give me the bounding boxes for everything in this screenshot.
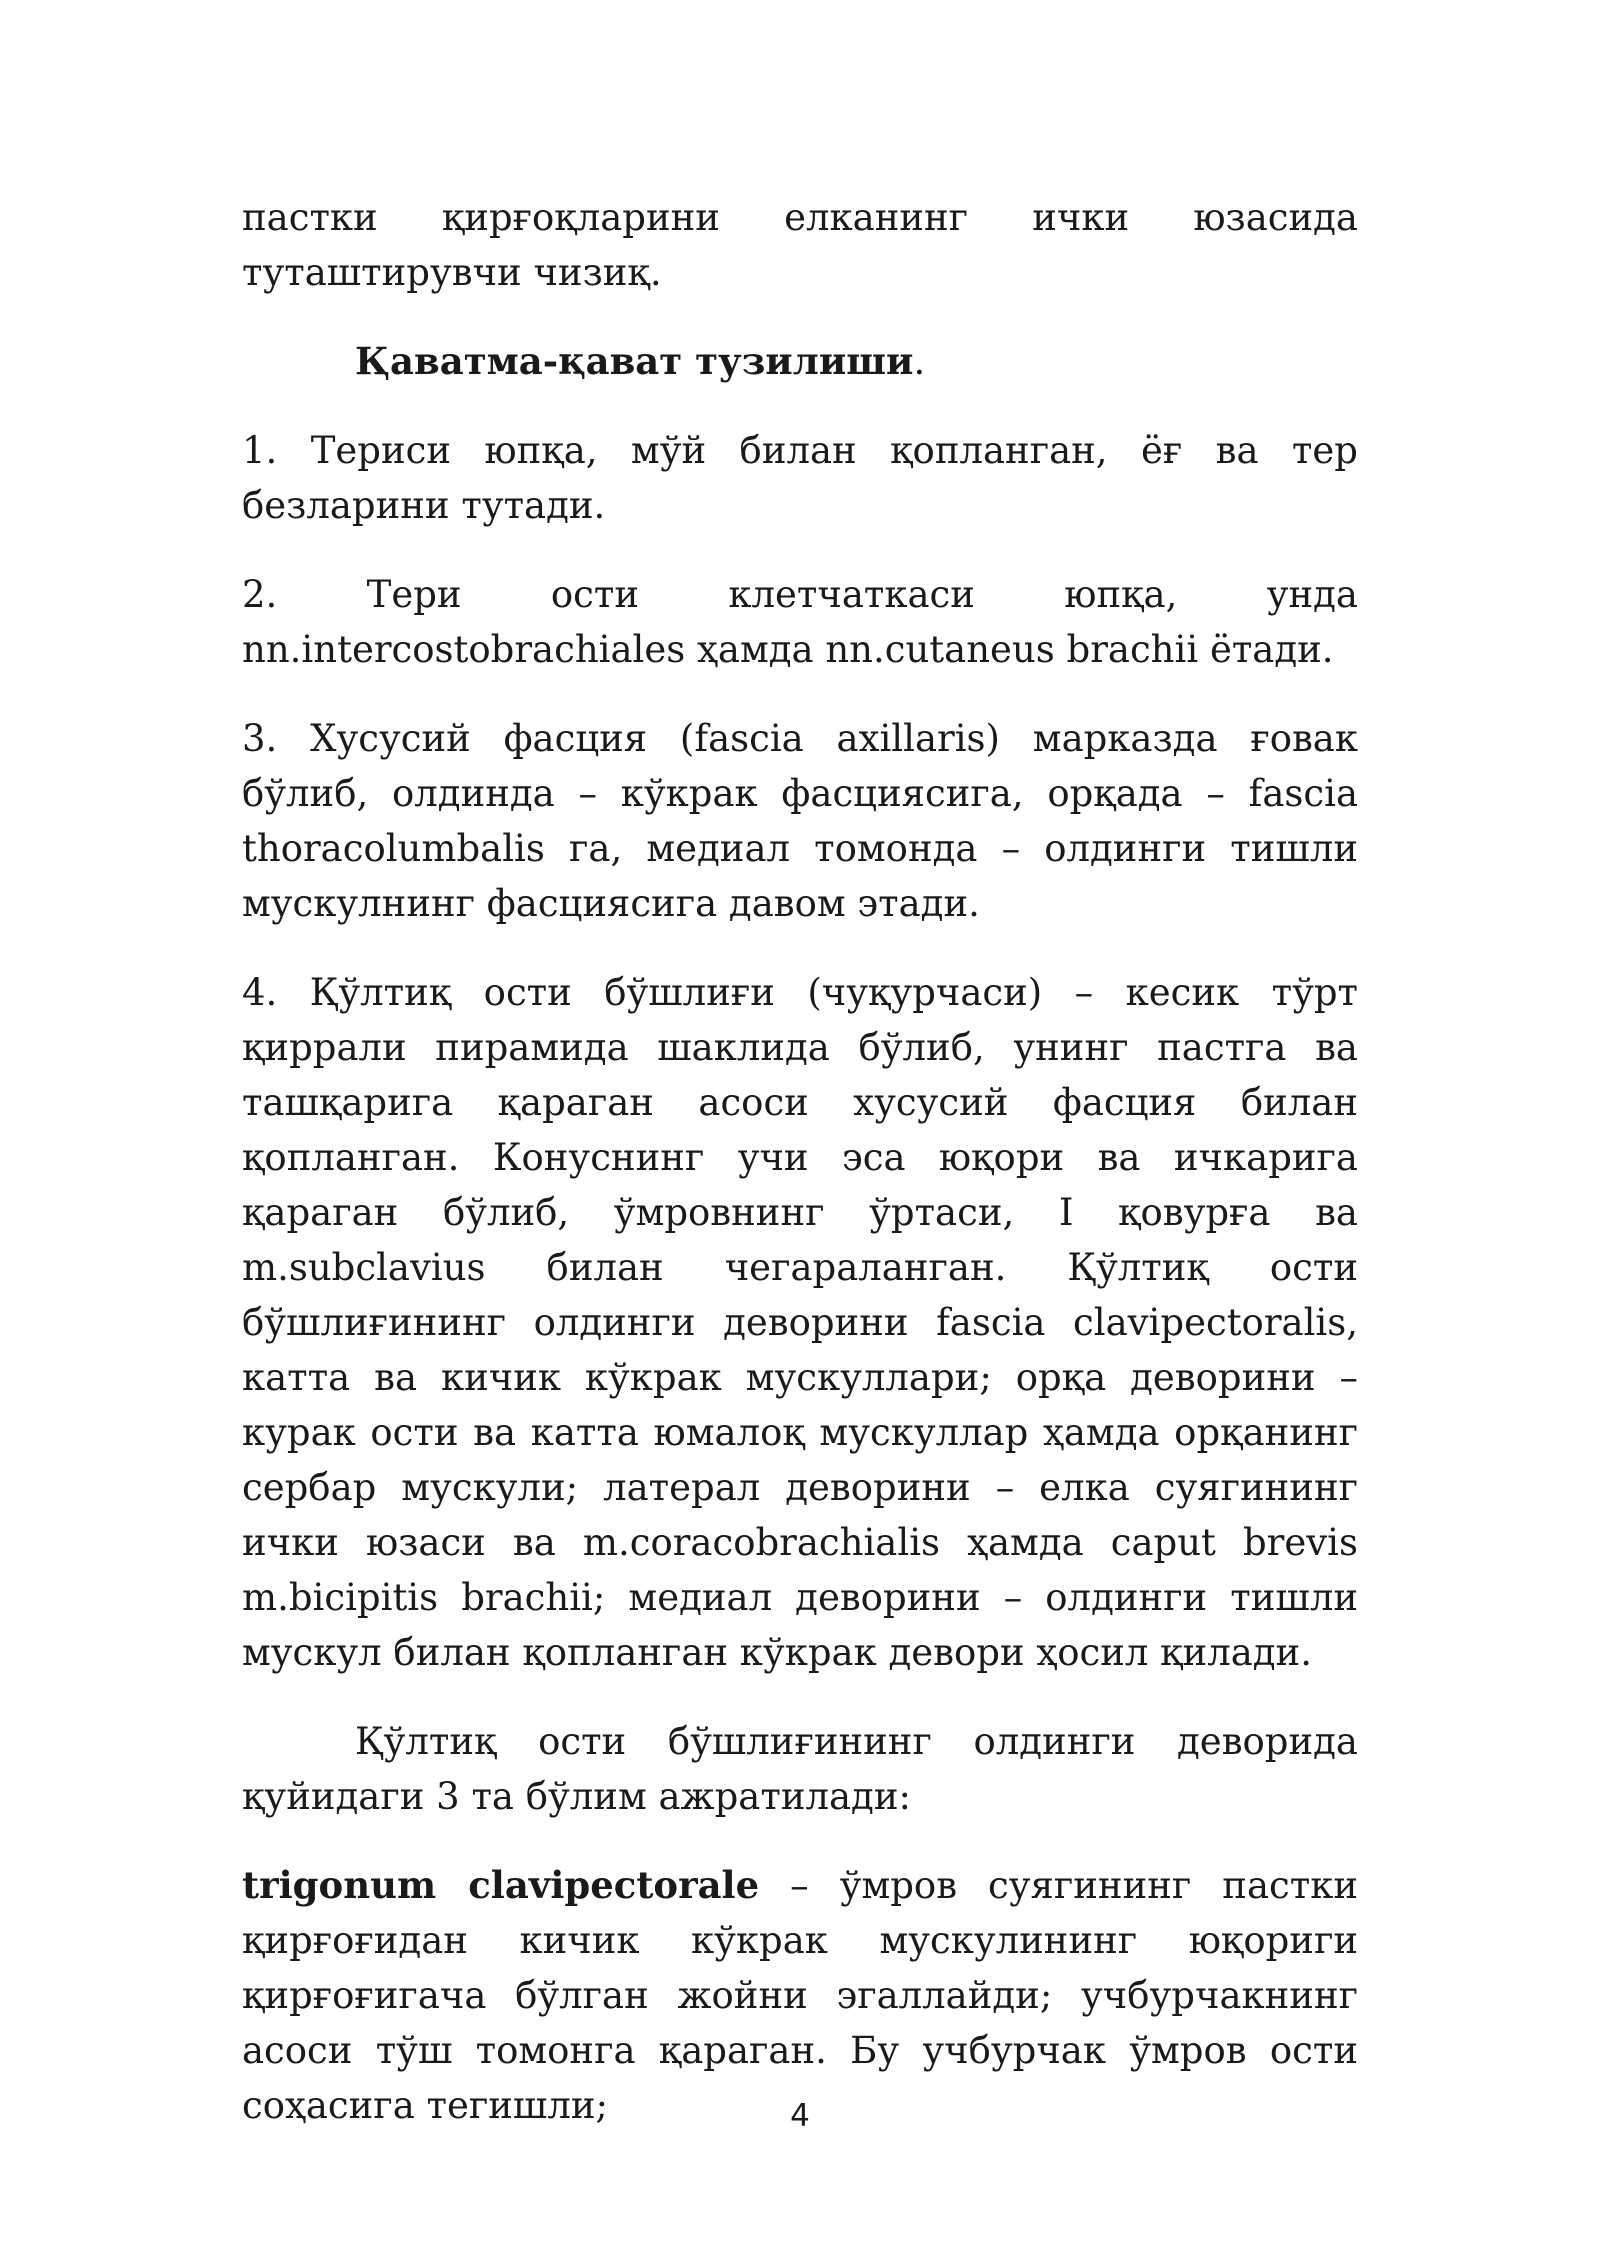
list-item-2: 2. Тери ости клетчаткаси юпқа, унда nn.intercostobrachiales ҳамда nn.cutaneus brachii ётади. [242, 573, 1358, 671]
section-heading: Қаватма-қават тузилиши [355, 339, 914, 383]
document-page [242, 190, 1358, 2167]
list-item-4: 4. Қўлтиқ ости бўшлиғи (чуқурчаси) – кесик тўрт қиррали пирамида шаклида бўлиб, унинг пастга ва ташқарига қараган асоси хусусий фасция билан қопланган. Конуснинг учи эса юқори ва ичкарига қараган бўлиб, ўмровнинг ўртаси, I қовурға ва m.subclavius билан чегараланган. Қўлтиқ ости бўшлиғининг олдинги деворини fascia clavipectoralis, катта ва кичик кўкрак мускуллари; орқа деворини – курак ости ва катта юмалоқ мускуллар ҳамда орқанинг сербар мускули; латерал деворини – елка суягининг ички юзаси ва m.coracobrachialis ҳамда caput brevis m.bicipitis brachii; медиал деворини – олдинги тишли мускул билан қопланган кўкрак девори ҳосил қилади. [242, 971, 1358, 1674]
term-trigonum-clavipectorale: trigonum clavipectorale [242, 1863, 760, 1907]
definition-paragraph [242, 1858, 1358, 2133]
heading-period: . [913, 340, 926, 383]
page-number: 4 [790, 2098, 810, 2134]
list-item-1: 1. Териси юпқа, мўй билан қопланган, ёғ ва тер безларини тутади. [242, 429, 1358, 527]
definition-text: – ўмров суягининг пастки қирғоғидан кичик кўкрак мускулининг юқориги қирғоғигача бўлган жойни эгаллайди; учбурчакнинг асоси тўш томонга қараган. Бу учбурчак ўмров ости соҳасига тегишли; [242, 1864, 1358, 2127]
intro-paragraph: Қўлтиқ ости бўшлиғининг олдинги деворида қуйидаги 3 та бўлим ажратилади: [242, 1720, 1358, 1818]
section-heading-paragraph [242, 334, 1358, 389]
continuation-paragraph: пастки қирғоқларини елканинг ички юзасида туташтирувчи чизиқ. [242, 196, 1358, 294]
list-item-3: 3. Хусусий фасция (fascia axillaris) марказда ғовак бўлиб, олдинда – кўкрак фасциясига, орқада – fascia thoracolumbalis га, медиал томонда – олдинги тишли мускулнинг фасциясига давом этади. [242, 717, 1358, 925]
